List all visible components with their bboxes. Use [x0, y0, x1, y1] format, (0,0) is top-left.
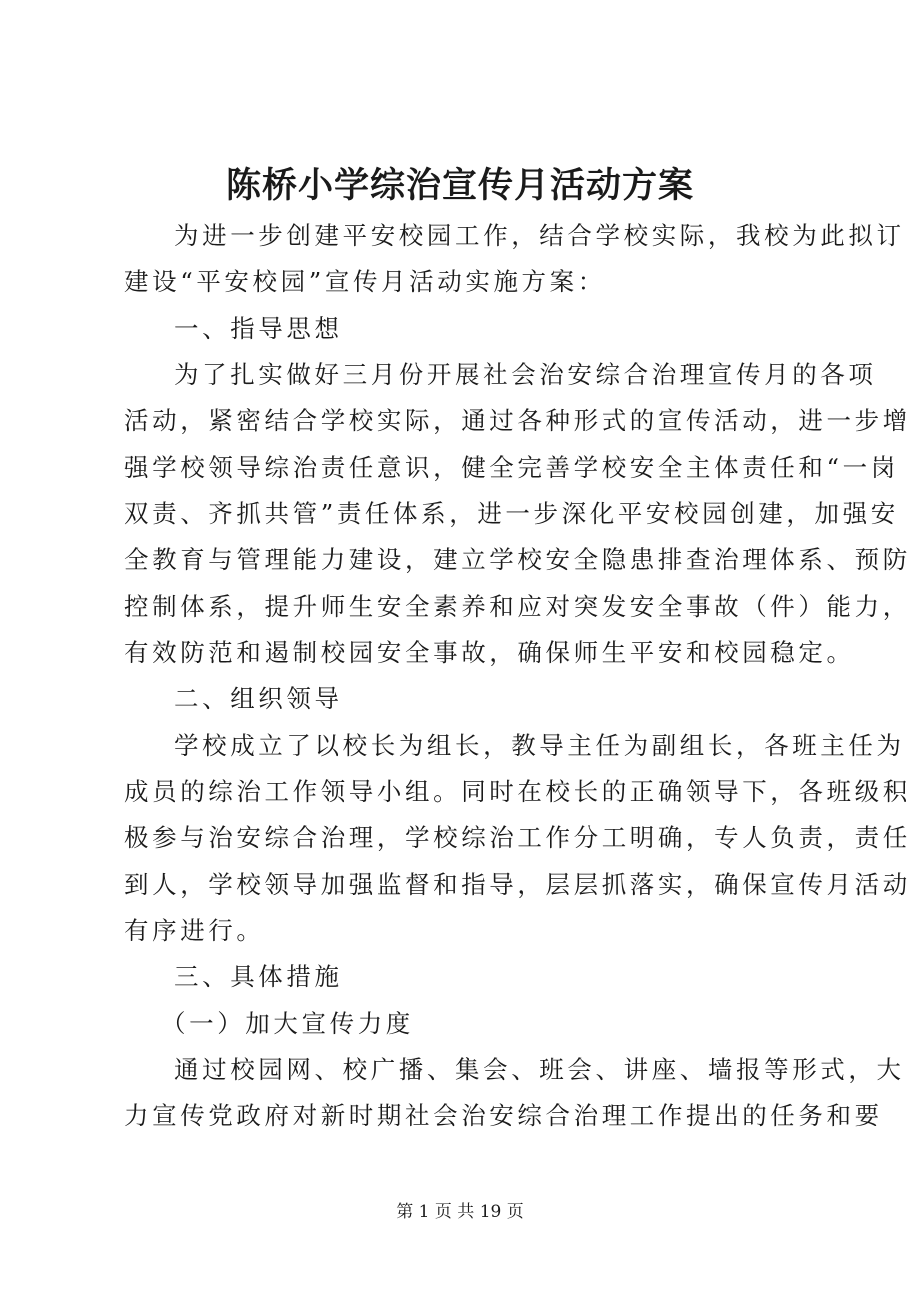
text-line: 有序进行。	[124, 916, 265, 945]
text-line: 控制体系，提升师生安全素养和应对突发安全事故（件）能力，	[124, 592, 911, 621]
text-line: 学校成立了以校长为组长，教导主任为副组长，各班主任为	[174, 731, 905, 760]
section-heading: 二、组织领导	[174, 684, 343, 713]
text-line: 到人，学校领导加强监督和指导，层层抓落实，确保宣传月活动	[124, 870, 911, 899]
section-heading: 一、指导思想	[174, 314, 343, 343]
text-line: 有效防范和遏制校园安全事故，确保师生平安和校园稳定。	[124, 638, 855, 667]
text-line: 建设“平安校园”宣传月活动实施方案：	[124, 267, 606, 296]
text-line: 力宣传党政府对新时期社会治安综合治理工作提出的任务和要	[124, 1101, 883, 1130]
page-number: 第 1 页 共 19 页	[396, 1202, 524, 1222]
document-title: 陈桥小学综治宣传月活动方案	[225, 165, 694, 206]
text-line: 全教育与管理能力建设，建立学校安全隐患排查治理体系、预防	[124, 545, 911, 574]
text-line: 活动，紧密结合学校实际，通过各种形式的宣传活动，进一步增	[124, 406, 911, 435]
subsection-heading: （一）加大宣传力度	[161, 1009, 414, 1038]
text-line: 双责、齐抓共管”责任体系，进一步深化平安校园创建，加强安	[124, 499, 899, 528]
section-heading: 三、具体措施	[174, 962, 343, 991]
text-line: 成员的综治工作领导小组。同时在校长的正确领导下，各班级积	[124, 777, 911, 806]
text-line: 为了扎实做好三月份开展社会治安综合治理宣传月的各项	[174, 360, 877, 389]
text-line: 通过校园网、校广播、集会、班会、讲座、墙报等形式，大	[174, 1055, 905, 1084]
text-line: 极参与治安综合治理，学校综治工作分工明确，专人负责，责任	[124, 823, 911, 852]
text-line: 为进一步创建平安校园工作，结合学校实际，我校为此拟订	[174, 221, 905, 250]
text-line: 强学校领导综治责任意识，健全完善学校安全主体责任和“一岗	[124, 453, 899, 482]
